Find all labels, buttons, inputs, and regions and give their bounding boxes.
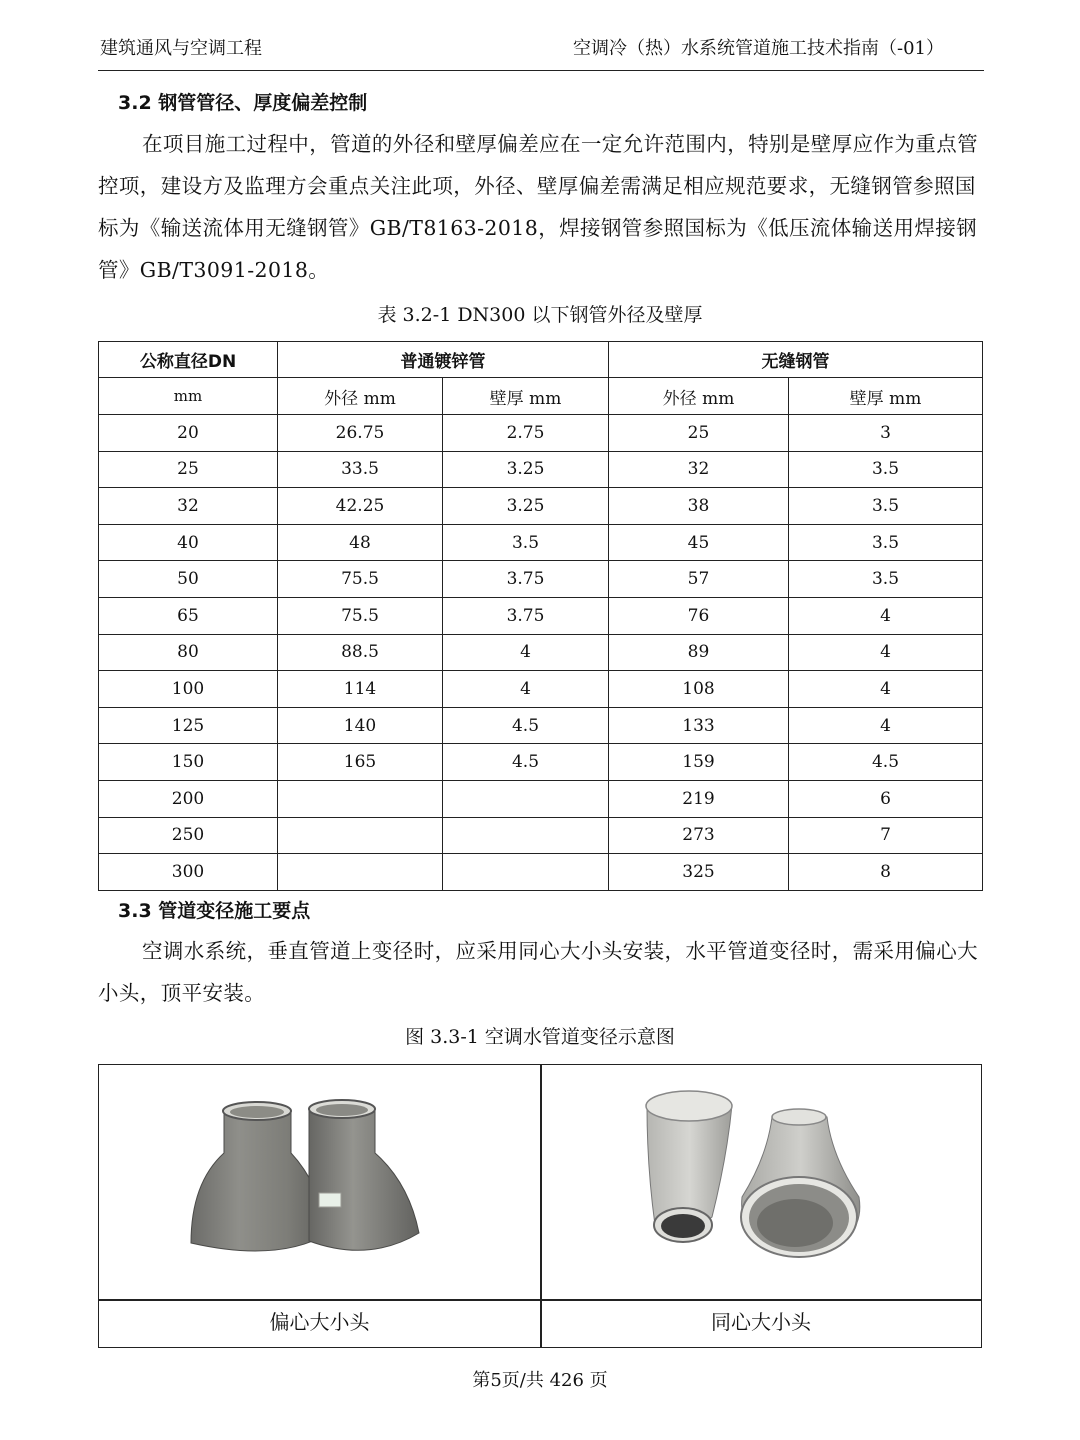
table-cell: 125: [99, 707, 278, 744]
table-cell: 100: [99, 671, 278, 708]
table-cell: [443, 854, 609, 891]
table-cell: 25: [609, 415, 789, 452]
table-cell: 300: [99, 854, 278, 891]
unit-seamless-wall-thickness: 壁厚 mm: [789, 378, 983, 415]
table-cell: 8: [789, 854, 983, 891]
unit-seamless-outer-diameter: 外径 mm: [609, 378, 789, 415]
table-cell: 42.25: [278, 488, 443, 525]
header-seamless-pipe: 无缝钢管: [609, 342, 983, 378]
table-cell: 32: [609, 451, 789, 488]
table-cell: 108: [609, 671, 789, 708]
table-cell: 165: [278, 744, 443, 781]
table-row: [99, 854, 983, 891]
label-eccentric-reducer: 偏心大小头: [269, 1310, 370, 1334]
unit-galv-wall-thickness: 壁厚 mm: [443, 378, 609, 415]
table-row: [99, 634, 983, 671]
table-cell: 3.5: [789, 561, 983, 598]
table-cell: 3.5: [789, 488, 983, 525]
table-row: [99, 415, 983, 452]
unit-mm: mm: [99, 378, 278, 415]
table-cell: 89: [609, 634, 789, 671]
table-cell: 75.5: [278, 561, 443, 598]
table-cell: 4.5: [443, 707, 609, 744]
table-cell: 7: [789, 817, 983, 854]
table-row: [99, 597, 983, 634]
table-cell: 4: [789, 634, 983, 671]
table-cell: 20: [99, 415, 278, 452]
table-cell: [278, 817, 443, 854]
table-cell: [443, 817, 609, 854]
table-cell: [278, 780, 443, 817]
table-row: [99, 817, 983, 854]
table-cell: 159: [609, 744, 789, 781]
table-row: [99, 451, 983, 488]
table-cell: 57: [609, 561, 789, 598]
table-cell: 250: [99, 817, 278, 854]
table-cell: 2.75: [443, 415, 609, 452]
table-unit-row: [99, 378, 983, 415]
table-cell: 140: [278, 707, 443, 744]
table-cell: 4: [789, 671, 983, 708]
table-row: [99, 488, 983, 525]
figure-caption: 图 3.3-1 空调水管道变径示意图: [405, 1026, 675, 1048]
table-cell: 48: [278, 524, 443, 561]
table-cell: 38: [609, 488, 789, 525]
table-caption: 表 3.2-1 DN300 以下钢管外径及壁厚: [377, 304, 703, 326]
table-cell: 133: [609, 707, 789, 744]
table-body: [99, 415, 983, 891]
table-cell: 4: [789, 707, 983, 744]
table-cell: 3.75: [443, 561, 609, 598]
table-row: [99, 780, 983, 817]
section-title-3-3: 3.3 管道变径施工要点: [118, 900, 311, 922]
table-cell: 219: [609, 780, 789, 817]
table-cell: 65: [99, 597, 278, 634]
label-concentric-reducer: 同心大小头: [711, 1310, 811, 1334]
section-3-3-paragraph: 空调水系统，垂直管道上变径时，应采用同心大小头安装，水平管道变径时，需采用偏心大小头，顶平安装。: [98, 939, 978, 1005]
page-header: [98, 30, 984, 71]
unit-galv-outer-diameter: 外径 mm: [278, 378, 443, 415]
table-cell: 4.5: [443, 744, 609, 781]
table-cell: 4: [789, 597, 983, 634]
table-cell: 3.5: [443, 524, 609, 561]
table-cell: 50: [99, 561, 278, 598]
table-cell: 32: [99, 488, 278, 525]
figure-box: [98, 1064, 982, 1348]
table-cell: 80: [99, 634, 278, 671]
table-cell: 3: [789, 415, 983, 452]
table-cell: 33.5: [278, 451, 443, 488]
table-cell: 25: [99, 451, 278, 488]
table-cell: 3.5: [789, 451, 983, 488]
pipe-spec-table: [98, 341, 983, 891]
table-cell: 76: [609, 597, 789, 634]
table-cell: 114: [278, 671, 443, 708]
table-cell: 45: [609, 524, 789, 561]
section-title-3-2: 3.2 钢管管径、厚度偏差控制: [118, 92, 368, 114]
table-row: [99, 561, 983, 598]
table-cell: 150: [99, 744, 278, 781]
eccentric-reducer-image: [169, 1073, 469, 1293]
table-cell: 3.75: [443, 597, 609, 634]
page-footer: 第5页/共 426 页: [472, 1370, 608, 1391]
table-cell: 273: [609, 817, 789, 854]
table-cell: 4: [443, 634, 609, 671]
table-cell: 3.25: [443, 488, 609, 525]
header-galvanized-pipe: 普通镀锌管: [278, 342, 609, 378]
table-row: [99, 744, 983, 781]
header-left-title: 建筑通风与空调工程: [100, 38, 262, 59]
table-row: [99, 671, 983, 708]
table-cell: 3.25: [443, 451, 609, 488]
table-cell: 40: [99, 524, 278, 561]
table-cell: 4.5: [789, 744, 983, 781]
table-cell: [443, 780, 609, 817]
concentric-reducer-image: [627, 1077, 927, 1292]
table-cell: 6: [789, 780, 983, 817]
section-3-2-paragraph: 在项目施工过程中，管道的外径和壁厚偏差应在一定允许范围内，特别是壁厚应作为重点管控项，建设方及监理方会重点关注此项，外径、壁厚偏差需满足相应规范要求，无缝钢管参照国标为《输送流体用无缝钢管》GB/T8163-2018，焊接钢管参照国标为《低压流体输送用焊接钢管》GB/T3091-2018。: [98, 132, 978, 282]
table-cell: 200: [99, 780, 278, 817]
table-row: [99, 707, 983, 744]
table-cell: 3.5: [789, 524, 983, 561]
table-header-row: [99, 342, 983, 378]
table-cell: 88.5: [278, 634, 443, 671]
table-cell: 75.5: [278, 597, 443, 634]
table-cell: 26.75: [278, 415, 443, 452]
table-cell: [278, 854, 443, 891]
table-cell: 4: [443, 671, 609, 708]
header-right-title: 空调冷（热）水系统管道施工技术指南（-01）: [573, 38, 944, 59]
header-nominal-diameter: 公称直径DN: [99, 342, 278, 378]
table-row: [99, 524, 983, 561]
table-cell: 325: [609, 854, 789, 891]
